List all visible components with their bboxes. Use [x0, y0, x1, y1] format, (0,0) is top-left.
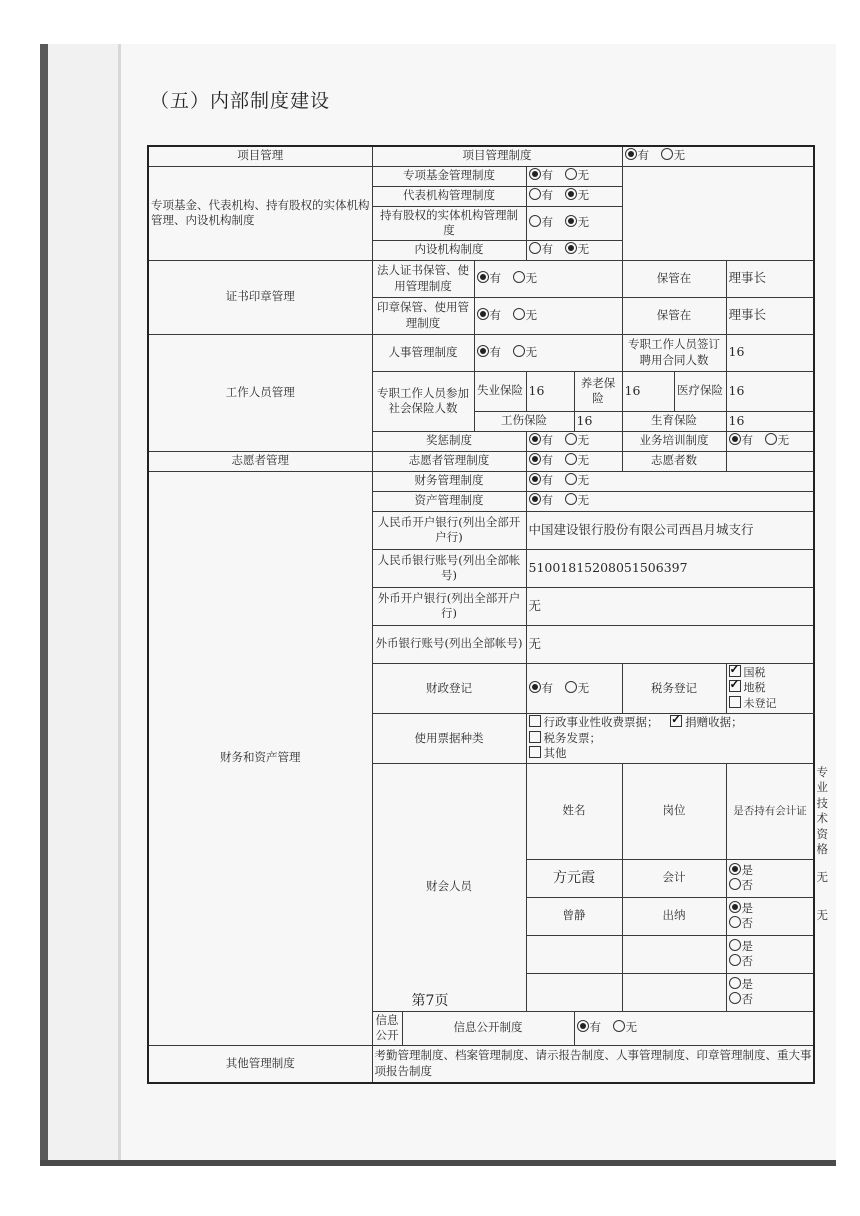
radio-no-icon[interactable]: [565, 215, 577, 227]
internal-system-table: [147, 145, 815, 1084]
radio-yes-icon[interactable]: [729, 939, 741, 951]
reward-label: 奖惩制度: [372, 431, 526, 451]
radio-no-icon[interactable]: [613, 1020, 625, 1032]
acc-header-cert: 是否持有会计证: [726, 763, 814, 859]
entity-row-label: 专项基金管理制度: [372, 166, 526, 186]
radio-no-icon[interactable]: [565, 681, 577, 693]
radio-yes-icon[interactable]: [529, 242, 541, 254]
hr-system-label: 人事管理制度: [372, 334, 474, 371]
radio-no-icon[interactable]: [729, 916, 741, 928]
seal-section-label: 证书印章管理: [148, 260, 372, 334]
radio-yes-icon[interactable]: [529, 168, 541, 180]
checkbox-icon[interactable]: [729, 665, 741, 677]
radio-yes-icon[interactable]: [529, 215, 541, 227]
fx-bank-label: 外币开户银行(列出全部开户行): [372, 587, 526, 625]
disclosure-section-label: 信息公开: [372, 1011, 402, 1045]
keeper-label: 保管在: [622, 260, 726, 297]
radio-yes-icon[interactable]: [477, 271, 489, 283]
project-system-radio: 有 无: [622, 146, 814, 166]
finance-system-radio: 有 无: [526, 471, 814, 491]
radio-yes-icon[interactable]: [529, 493, 541, 505]
radio-no-icon[interactable]: [513, 271, 525, 283]
entity-row-label: 代表机构管理制度: [372, 186, 526, 206]
finance-system-label: 财务管理制度: [372, 471, 526, 491]
pension-label: 养老保险: [574, 371, 622, 411]
entity-row-radio: 有 无: [526, 206, 622, 240]
scan-shadow-bottom: [40, 1160, 836, 1166]
fiscal-registration-radio: 有 无: [526, 663, 622, 714]
ticket-type-label: 使用票据种类: [372, 714, 526, 764]
tax-registration-label: 税务登记: [622, 663, 726, 714]
section-heading: （五）内部制度建设: [150, 90, 331, 112]
acc-header-name: 姓名: [526, 763, 622, 859]
radio-yes-icon[interactable]: [529, 473, 541, 485]
entity-row-radio: 有 无: [526, 166, 622, 186]
acc-name: 方元霞: [526, 859, 622, 897]
other-systems-value: 考勤管理制度、档案管理制度、请示报告制度、人事管理制度、印章管理制度、重大事项报告制度: [372, 1045, 814, 1083]
injury-value: 16: [574, 411, 622, 431]
radio-yes-icon[interactable]: [729, 433, 741, 445]
entities-section-label: 专项基金、代表机构、持有股权的实体机构管理、内设机构制度: [148, 166, 372, 260]
maternity-value: 16: [726, 411, 814, 431]
radio-no-icon[interactable]: [729, 878, 741, 890]
radio-no-icon[interactable]: [565, 242, 577, 254]
radio-yes-icon[interactable]: [477, 345, 489, 357]
disclosure-system-radio: 有 无: [574, 1011, 814, 1045]
radio-yes-icon[interactable]: [577, 1020, 589, 1032]
fiscal-registration-label: 财政登记: [372, 663, 526, 714]
disclosure-system-label: 信息公开制度: [402, 1011, 574, 1045]
radio-no-icon[interactable]: [661, 148, 673, 160]
checkbox-icon[interactable]: [529, 731, 541, 743]
hr-system-radio: 有 无: [474, 334, 622, 371]
seal-row-radio: 有 无: [474, 297, 622, 334]
medical-label: 医疗保险: [674, 371, 726, 411]
unemployment-label: 失业保险: [474, 371, 526, 411]
radio-yes-icon[interactable]: [729, 977, 741, 989]
radio-yes-icon[interactable]: [625, 148, 637, 160]
radio-yes-icon[interactable]: [729, 863, 741, 875]
tax-registration-options: ✓国税 ✓地税 未登记: [726, 663, 814, 714]
checkbox-icon[interactable]: [729, 696, 741, 708]
acc-post: [622, 935, 726, 973]
entity-row-radio: 有 无: [526, 186, 622, 206]
radio-yes-icon[interactable]: [477, 308, 489, 320]
unemployment-value: 16: [526, 371, 574, 411]
checkbox-icon[interactable]: [529, 715, 541, 727]
volunteer-system-label: 志愿者管理制度: [372, 451, 526, 471]
radio-no-icon[interactable]: [565, 493, 577, 505]
seal-row-radio: 有 无: [474, 260, 622, 297]
entities-blank-area: [622, 166, 814, 260]
radio-no-icon[interactable]: [765, 433, 777, 445]
volunteer-count-label: 志愿者数: [622, 451, 726, 471]
acc-name: [526, 935, 622, 973]
reward-radio: 有 无: [526, 431, 622, 451]
acc-cert-radio: 是 否: [726, 935, 814, 973]
acc-post: 会计: [622, 859, 726, 897]
fx-account-value: 无: [526, 625, 814, 663]
ticket-type-options: 行政事业性收费票据； ✓ 捐赠收据； 税务发票； 其他: [526, 714, 814, 764]
injury-label: 工伤保险: [474, 411, 574, 431]
radio-no-icon[interactable]: [565, 453, 577, 465]
insurance-label: 专职工作人员参加社会保险人数: [372, 371, 474, 431]
pension-value: 16: [622, 371, 674, 411]
acc-post: 出纳: [622, 897, 726, 935]
keeper-value: 理事长: [726, 260, 814, 297]
fx-bank-value: 无: [526, 587, 814, 625]
medical-value: 16: [726, 371, 814, 411]
entity-row-label: 内设机构制度: [372, 240, 526, 260]
acc-header-post: 岗位: [622, 763, 726, 859]
rmb-account-value: 51001815208051506397: [526, 549, 814, 587]
fx-account-label: 外币银行账号(列出全部帐号): [372, 625, 526, 663]
project-section-label: 项目管理: [148, 146, 372, 166]
acc-name: 曾静: [526, 897, 622, 935]
radio-no-icon[interactable]: [729, 954, 741, 966]
entity-row-label: 持有股权的实体机构管理制度: [372, 206, 526, 240]
rmb-account-label: 人民币银行账号(列出全部帐号): [372, 549, 526, 587]
project-system-label: 项目管理制度: [372, 146, 622, 166]
volunteer-system-radio: 有 无: [526, 451, 622, 471]
keeper-value: 理事长: [726, 297, 814, 334]
asset-system-label: 资产管理制度: [372, 491, 526, 511]
page-number: 第7页: [411, 993, 449, 1009]
radio-no-icon[interactable]: [565, 473, 577, 485]
radio-yes-icon[interactable]: [729, 901, 741, 913]
seal-row-label: 印章保管、使用管理制度: [372, 297, 474, 334]
training-label: 业务培训制度: [622, 431, 726, 451]
radio-yes-icon[interactable]: [529, 433, 541, 445]
seal-row-label: 法人证书保管、使用管理制度: [372, 260, 474, 297]
radio-no-icon[interactable]: [565, 188, 577, 200]
rmb-bank-value: 中国建设银行股份有限公司西昌月城支行: [526, 511, 814, 549]
contract-count-value: 16: [726, 334, 814, 371]
accountants-label: 财会人员: [372, 763, 526, 1011]
radio-no-icon[interactable]: [565, 433, 577, 445]
radio-yes-icon[interactable]: [529, 188, 541, 200]
checkbox-icon[interactable]: [729, 680, 741, 692]
maternity-label: 生育保险: [622, 411, 726, 431]
acc-cert-radio: 是 否: [726, 973, 814, 1011]
other-section-label: 其他管理制度: [148, 1045, 372, 1083]
radio-yes-icon[interactable]: [529, 681, 541, 693]
volunteer-section-label: 志愿者管理: [148, 451, 372, 471]
contract-count-label: 专职工作人员签订聘用合同人数: [622, 334, 726, 371]
radio-no-icon[interactable]: [513, 308, 525, 320]
asset-system-radio: 有 无: [526, 491, 814, 511]
radio-yes-icon[interactable]: [529, 453, 541, 465]
checkbox-icon[interactable]: [670, 715, 682, 727]
acc-cert-radio: 是 否: [726, 859, 814, 897]
finance-section-label: 财务和资产管理: [148, 471, 372, 1045]
training-radio: 有 无: [726, 431, 814, 451]
staff-section-label: 工作人员管理: [148, 334, 372, 451]
radio-no-icon[interactable]: [513, 345, 525, 357]
radio-no-icon[interactable]: [565, 168, 577, 180]
keeper-label: 保管在: [622, 297, 726, 334]
volunteer-count-value: [726, 451, 814, 471]
checkbox-icon[interactable]: [529, 746, 541, 758]
acc-cert-radio: 是 否: [726, 897, 814, 935]
entity-row-radio: 有 无: [526, 240, 622, 260]
rmb-bank-label: 人民币开户银行(列出全部开户行): [372, 511, 526, 549]
